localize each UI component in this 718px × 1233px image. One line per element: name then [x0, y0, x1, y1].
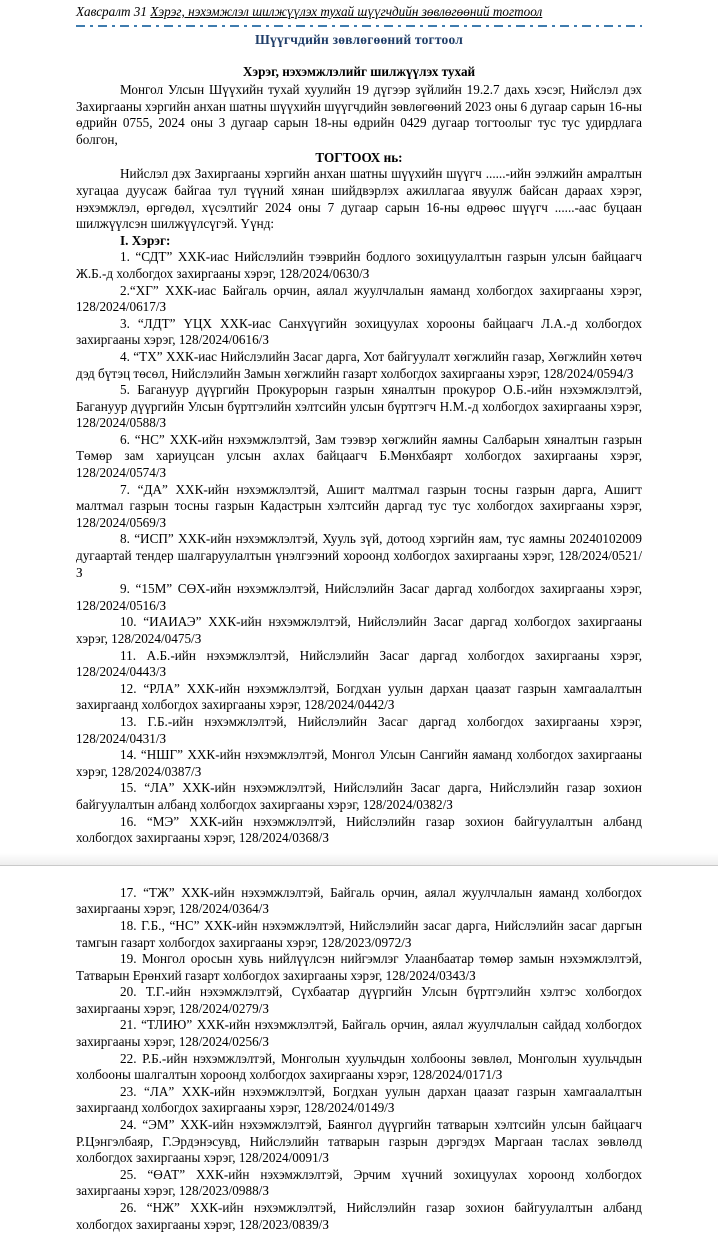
case-item: 5. Багануур дүүргийн Прокурорын газрын хяналтын прокурор О.Б.-ийн нэхэмжлэлтэй, Багануур дүүргийн Улсын бүртгэлийн хэлтсийн улсын бүртгэгч Н.М.-д холбогдох захиргааны хэрэг, 128/2024/0588/З	[76, 382, 642, 431]
case-item: 10. “ИАИАЭ” ХХК-ийн нэхэмжлэлтэй, Нийслэлийн Засаг даргад холбогдох захиргааны хэрэг, 128/2024/0475/З	[76, 614, 642, 646]
page-break-shade	[0, 853, 718, 865]
page-break-separator	[0, 853, 718, 875]
case-item: 15. “ЛА” ХХК-ийн нэхэмжлэлтэй, Нийслэлийн Засаг дарга, Нийслэлийн газар зохион байгуулалтын албанд холбогдох захиргааны хэрэг, 128/2024/0382/З	[76, 780, 642, 812]
case-item: 6. “НС” ХХК-ийн нэхэмжлэлтэй, Зам тээвэр хөгжлийн яамны Салбарын хяналтын газрын Төмөр зам хариуцсан улсын ахлах байцаагч Б.Мөнхбаярт холбогдох захиргааны хэрэг, 128/2024/0574/З	[76, 431, 642, 481]
document-subtitle: Хэрэг, нэхэмжлэлийг шилжүүлэх тухай	[242, 64, 476, 79]
case-item: 26. “НЖ” ХХК-ийн нэхэмжлэлтэй, Нийслэлийн газар зохион байгуулалтын албанд холбогдох захиргааны хэрэг, 128/2023/0839/З	[76, 1200, 642, 1232]
case-item: 18. Г.Б., “НС” ХХК-ийн нэхэмжлэлтэй, Нийслэлийн засаг дарга, Нийслэлийн засаг даргын тамгын газарт холбогдох захиргааны хэрэг, 128/2023/0972/З	[76, 917, 642, 950]
case-item: 21. “ТЛИЮ” ХХК-ийн нэхэмжлэлтэй, Байгаль орчин, аялал жуулчлалын сайдад холбогдох захиргааны хэрэг, 128/2024/0256/З	[76, 1017, 642, 1050]
case-item: 16. “МЭ” ХХК-ийн нэхэмжлэлтэй, Нийслэлийн газар зохион байгуулалтын албанд холбогдох захиргааны хэрэг, 128/2024/0368/З	[76, 813, 642, 846]
case-item: 19. Монгол оросын хувь нийлүүлсэн нийгэмлэг Улаанбаатар төмөр замын нэхэмжлэлтэй, Татварын Ерөнхий газарт холбогдох захиргааны хэрэг, 128/2024/0343/З	[76, 951, 642, 983]
case-item: 4. “ТХ” ХХК-иас Нийслэлийн Засаг дарга, Хот байгуулалт хөгжлийн газар, Хөгжлийн хөтөч дэд бүтэц төсөл, Нийслэлийн Замын хөгжлийн газарт холбогдох захиргааны хэрэг, 128/2024/0594/З	[76, 348, 642, 381]
section-heading-cases: I. Хэрэг:	[120, 232, 171, 248]
case-item: 17. “ТЖ” ХХК-ийн нэхэмжлэлтэй, Байгаль орчин, аялал жуулчлалын яаманд холбогдох захиргааны хэрэг, 128/2024/0364/З	[76, 884, 642, 917]
header-divider	[76, 21, 642, 30]
case-item: 3. “ЛДТ” ҮЦХ ХХК-иас Санхүүгийн зохицуулах хорооны байцаагч Л.А.-д холбогдох захиргааны хэрэг, 128/2024/0616/З	[76, 315, 642, 348]
page-content-continued	[0, 885, 718, 1233]
running-header	[76, 0, 642, 21]
resolve-word: ТОГТООХ нь:	[315, 150, 403, 166]
case-item: 12. “РЛА” ХХК-ийн нэхэмжлэлтэй, Богдхан уулын дархан цаазат газрын хамгаалалтын захиргаанд холбогдох захиргааны хэрэг, 128/2024/0442/З	[76, 680, 642, 713]
page-title: Шүүгчдийн зөвлөгөөний тогтоол	[254, 32, 464, 47]
case-item: 23. “ЛА” ХХК-ийн нэхэмжлэлтэй, Богдхан уулын дархан цаазат газрын хамгаалалтын захиргаанд холбогдох захиргааны хэрэг, 128/2024/0149/З	[76, 1083, 642, 1116]
case-item: 25. “ӨАТ” ХХК-ийн нэхэмжлэлтэй, Эрчим хүчний зохицуулах хороонд холбогдох захиргааны хэрэг, 128/2023/0988/З	[76, 1166, 642, 1199]
case-item: 22. Р.Б.-ийн нэхэмжлэлтэй, Монголын хуульчдын холбооны зөвлөл, Монголын хуульчдын холбооны шалгалтын хороонд холбогдох захиргааны хэрэг, 128/2024/0171/З	[76, 1050, 642, 1083]
case-item: 7. “ДА” ХХК-ийн нэхэмжлэлтэй, Ашигт малтмал газрын тосны газрын дарга, Ашигт малтмал газрын тосны газрын Кадастрын хэлтсийн даргад тус тус холбогдох захиргааны хэрэг, 128/2024/0569/З	[76, 481, 642, 530]
case-item: 14. “НШГ” ХХК-ийн нэхэмжлэлтэй, Монгол Улсын Сангийн яаманд холбогдох захиргааны хэрэг, 128/2024/0387/З	[76, 747, 642, 779]
case-item: 24. “ЭМ” ХХК-ийн нэхэмжлэлтэй, Баянгол дүүргийн татварын хэлтсийн улсын байцаагч Р.Цэнгэлбаяр, Г.Эрдэнэсувд, Нийслэлийн татварын газрын дэргэдэх Маргаан таслах зөвлөлд холбогдох захиргааны хэрэг, 128/2024/0091/З	[76, 1117, 642, 1166]
case-item: 11. А.Б.-ийн нэхэмжлэлтэй, Нийслэлийн Засаг даргад холбогдох захиргааны хэрэг, 128/2024/0443/З	[76, 647, 642, 680]
case-item: 8. “ИСП” ХХК-ийн нэхэмжлэлтэй, Хууль зүй, дотоод хэргийн яам, тус яамны 20240102009 дугаартай тендер шалгаруулалтын үнэлгээний хороонд холбогдох захиргааны хэрэг, 128/2024/0521/З	[76, 531, 642, 580]
case-item: 20. Т.Г.-ийн нэхэмжлэлтэй, Сүхбаатар дүүргийн Улсын бүртгэлийн хэлтэс холбогдох захиргааны хэрэг, 128/2024/0279/З	[76, 984, 642, 1016]
dash-dot-rule	[76, 25, 642, 27]
page-break-gap	[0, 866, 718, 875]
case-item: 13. Г.Б.-ийн нэхэмжлэлтэй, Нийслэлийн Засаг даргад холбогдох захиргааны хэрэг, 128/2024/0431/З	[76, 713, 642, 746]
case-item: 1. “СДТ” ХХК-иас Нийслэлийн тээврийн бодлого зохицуулалтын газрын улсын байцаагч Ж.Б.-д холбогдох захиргааны хэрэг, 128/2024/0630/З	[76, 249, 642, 281]
case-item: 9. “15М” СӨХ-ийн нэхэмжлэлтэй, Нийслэлийн Засаг даргад холбогдох захиргааны хэрэг, 128/2024/0516/З	[76, 581, 642, 613]
running-header-prefix: Хавсралт 31	[76, 4, 151, 19]
resolution-paragraph: Нийслэл дэх Захиргааны хэргийн анхан шатны шүүхийн шүүгч ......-ийн ээлжийн амралтын хугацаа дуусаж байгаа тул түүний хянан шийдвэрлэх ажиллагаа явуулж байсан дараах хэрэг, нэхэмжлэл, өргөдөл, хүсэлтийг 2024 оны 7 дугаар сарын 16-ны өдрөөс шүүгч ......-аас буцаан шилжүүлсэн шилжүүлсүгэй. Үүнд:	[76, 166, 642, 232]
preamble-paragraph: Монгол Улсын Шүүхийн тухай хуулийн 19 дүгээр зүйлийн 19.2.7 дахь хэсэг, Нийслэл дэх Захиргааны хэргийн анхан шатны шүүхийн шүүгчдийн зөвлөгөөний 2023 оны 6 дугаар сарын 16-ны өдрийн 0755, 2024 оны 3 дугаар сарын 18-ны өдрийн 0429 дугаар тогтоолыг тус тус удирдлага болгон,	[76, 82, 642, 147]
case-item: 2.“ХГ” ХХК-иас Байгаль орчин, аялал жуулчлалын яаманд холбогдох захиргааны хэрэг, 128/2024/0617/З	[76, 282, 642, 315]
running-header-title: Хэрэг, нэхэмжлэл шилжүүлэх тухай шүүгчдийн зөвлөгөөний тогтоол	[150, 4, 543, 19]
